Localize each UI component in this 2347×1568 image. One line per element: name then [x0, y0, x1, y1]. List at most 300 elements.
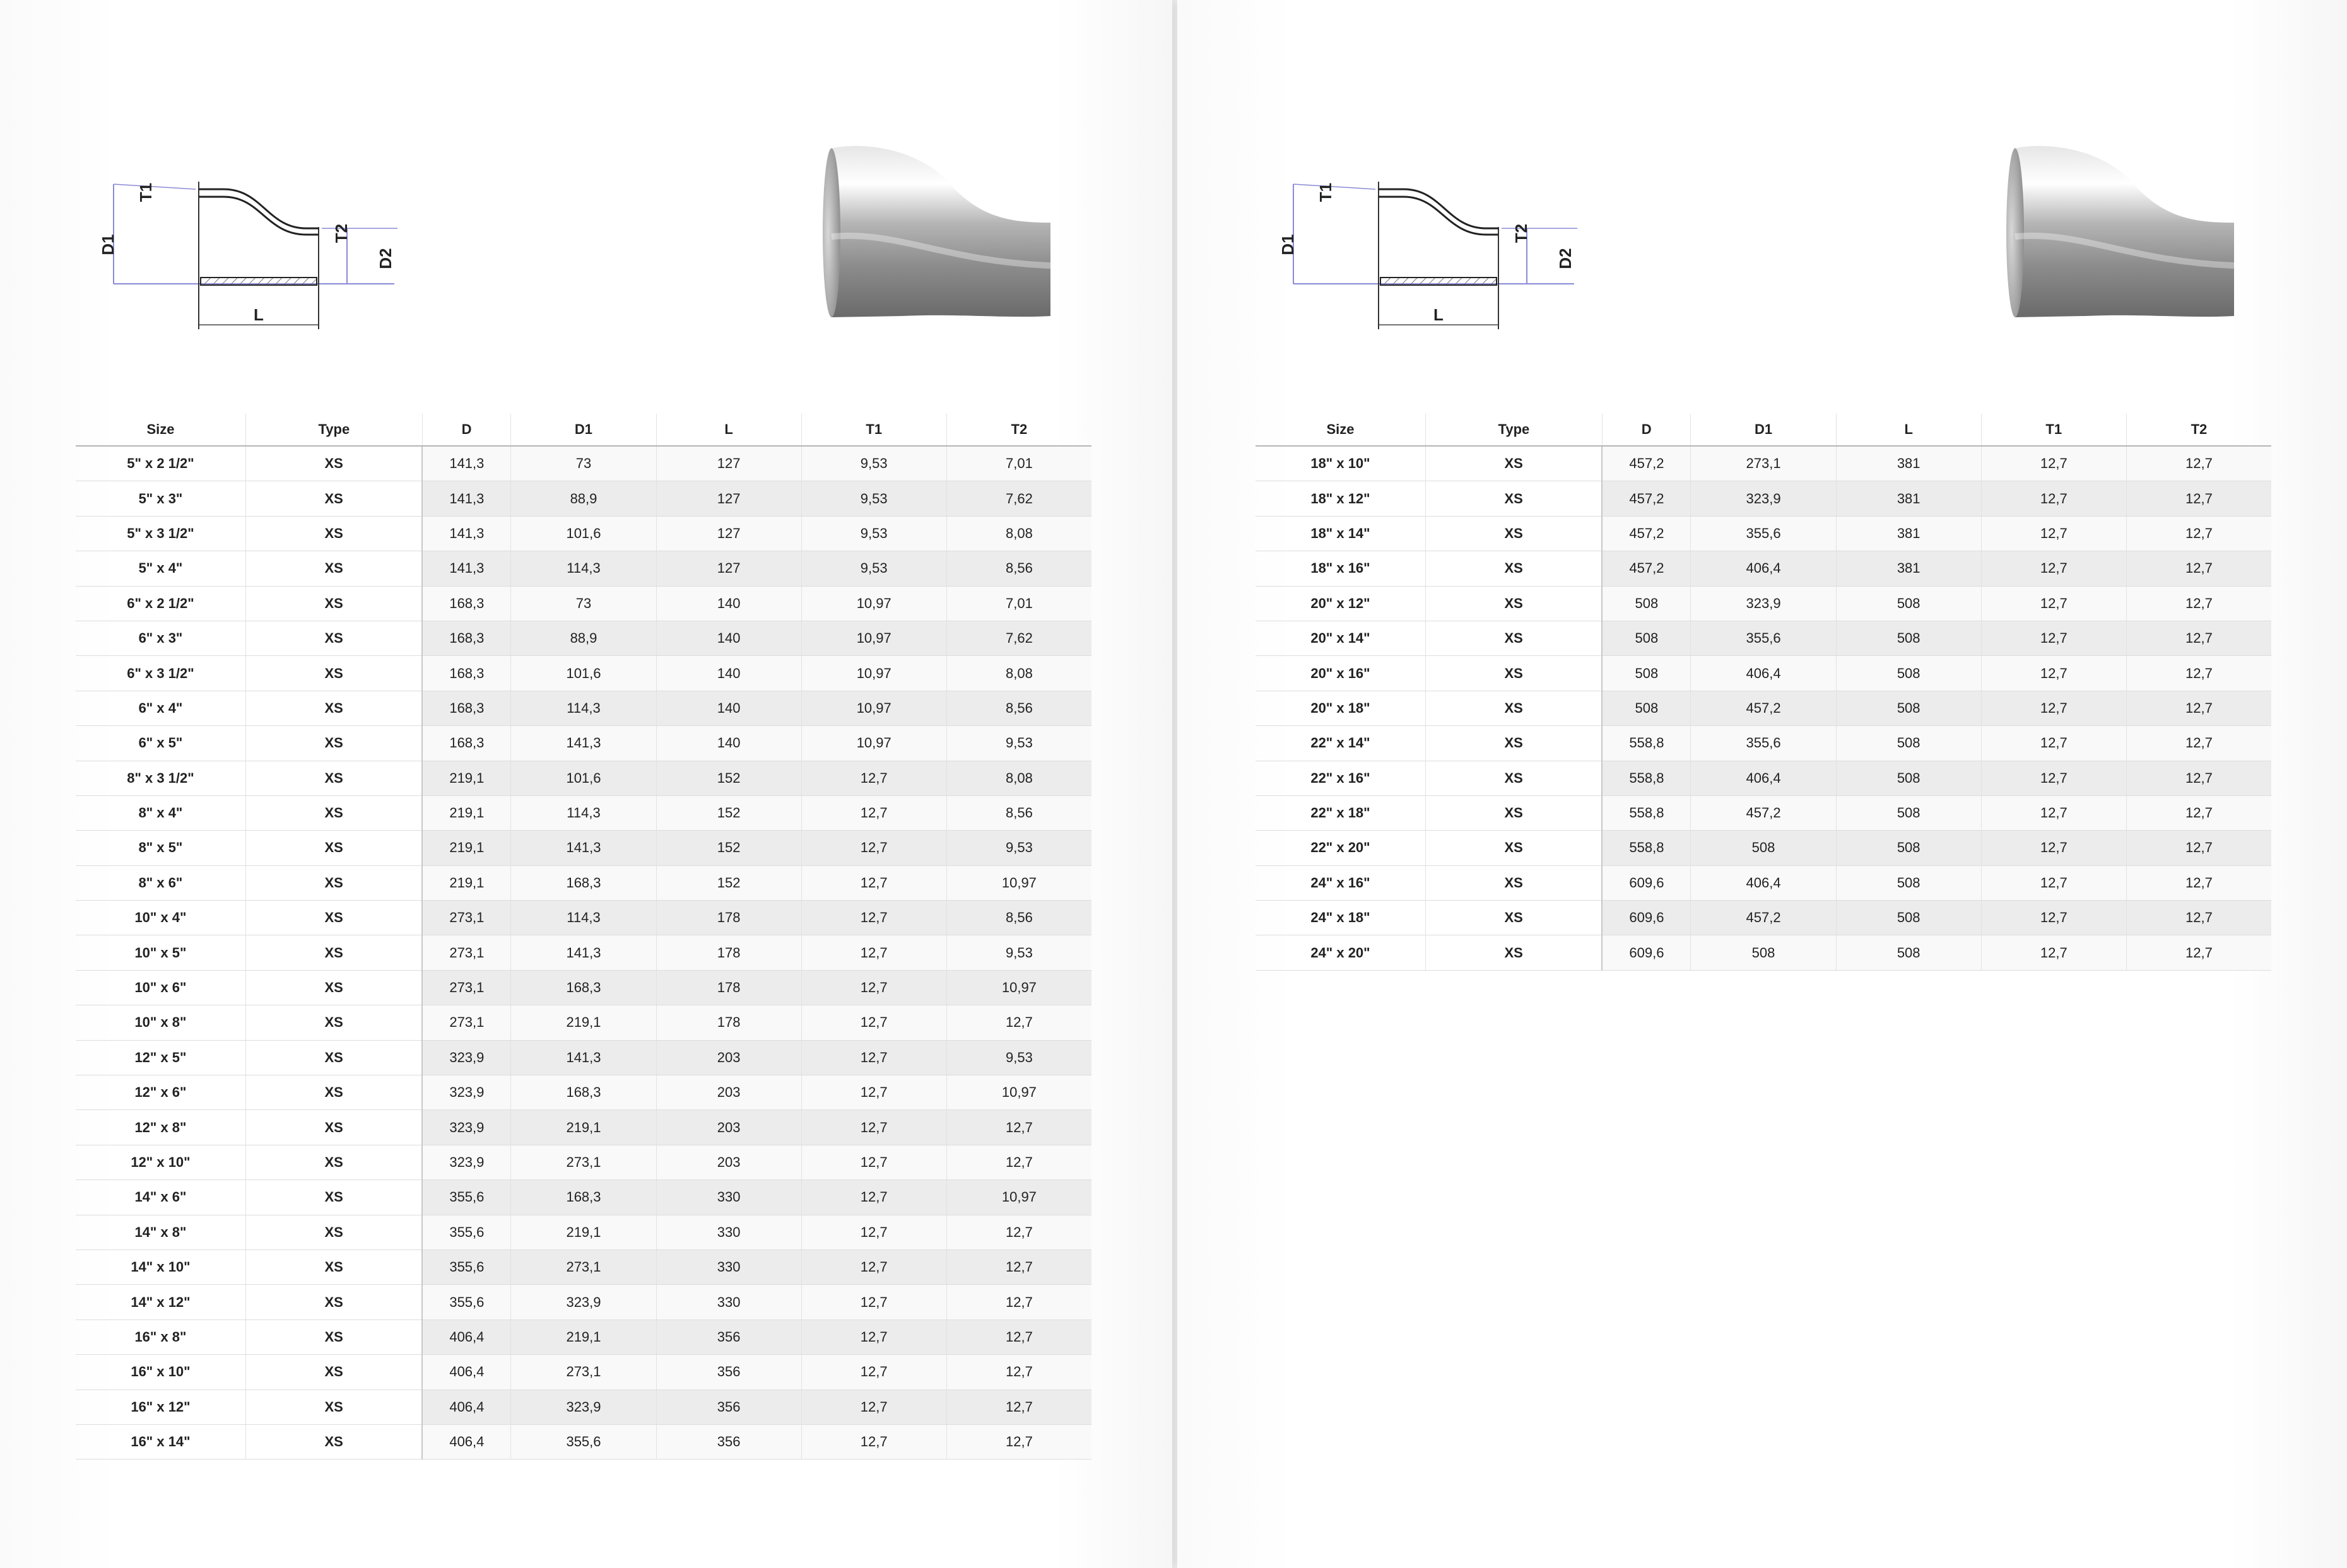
table-row	[76, 586, 1091, 621]
cell-t2: 9,53	[946, 726, 1091, 761]
cell-t1: 9,53	[801, 446, 946, 481]
table-body	[1256, 446, 2271, 970]
cell-d: 168,3	[422, 726, 511, 761]
cell-t1: 10,97	[801, 691, 946, 725]
cell-d1: 406,4	[1691, 761, 1836, 795]
cell-type: XS	[1425, 621, 1602, 655]
table-row	[1256, 865, 2271, 900]
table-row	[1256, 901, 2271, 935]
cell-t1: 12,7	[801, 1005, 946, 1040]
cell-d1: 457,2	[1691, 795, 1836, 830]
cell-d: 355,6	[422, 1215, 511, 1249]
cell-type: XS	[245, 1319, 422, 1354]
cell-t2: 12,7	[2126, 691, 2271, 725]
diagram-label-d1: D1	[1278, 234, 1297, 255]
cell-d1: 273,1	[511, 1355, 656, 1390]
cell-l: 508	[1836, 795, 1981, 830]
table-row	[1256, 726, 2271, 761]
cell-d: 168,3	[422, 621, 511, 655]
cell-d1: 355,6	[1691, 726, 1836, 761]
cell-t1: 10,97	[801, 586, 946, 621]
cell-size: 6" x 5"	[76, 726, 245, 761]
cell-size: 5" x 3 1/2"	[76, 516, 245, 551]
cell-size: 14" x 8"	[76, 1215, 245, 1249]
cell-d: 273,1	[422, 901, 511, 935]
table-row	[76, 1249, 1091, 1284]
cell-d1: 219,1	[511, 1005, 656, 1040]
cell-d: 219,1	[422, 831, 511, 865]
cell-d1: 355,6	[511, 1424, 656, 1459]
cell-d: 355,6	[422, 1180, 511, 1215]
cell-t2: 12,7	[946, 1249, 1091, 1284]
cell-l: 508	[1836, 621, 1981, 655]
cell-d: 323,9	[422, 1110, 511, 1145]
table-row	[76, 1285, 1091, 1319]
cell-d1: 101,6	[511, 761, 656, 795]
dimensions-table-left	[76, 414, 1091, 1460]
table-row	[76, 1110, 1091, 1145]
cell-l: 356	[656, 1424, 801, 1459]
column-header-size: Size	[1256, 414, 1425, 446]
cell-t2: 8,08	[946, 656, 1091, 691]
table-header-row	[76, 414, 1091, 446]
cell-d: 508	[1602, 691, 1691, 725]
cell-size: 16" x 14"	[76, 1424, 245, 1459]
cell-d1: 88,9	[511, 481, 656, 516]
table-row	[76, 901, 1091, 935]
cell-d1: 73	[511, 446, 656, 481]
cell-d1: 101,6	[511, 656, 656, 691]
cell-d1: 141,3	[511, 726, 656, 761]
table-row	[76, 831, 1091, 865]
diagram-label-t2: T2	[332, 223, 351, 243]
cell-d: 609,6	[1602, 865, 1691, 900]
cell-l: 508	[1836, 935, 1981, 970]
cell-l: 127	[656, 551, 801, 586]
cell-size: 10" x 4"	[76, 901, 245, 935]
cell-size: 18" x 14"	[1256, 516, 1425, 551]
cell-t2: 7,01	[946, 586, 1091, 621]
cell-l: 508	[1836, 865, 1981, 900]
cell-type: XS	[245, 726, 422, 761]
cell-type: XS	[1425, 795, 1602, 830]
cell-l: 140	[656, 621, 801, 655]
table-row	[76, 1005, 1091, 1040]
table-row	[76, 1040, 1091, 1075]
cell-t2: 10,97	[946, 1180, 1091, 1215]
column-header-t1: T1	[1981, 414, 2126, 446]
cell-t1: 12,7	[1981, 586, 2126, 621]
cell-d1: 88,9	[511, 621, 656, 655]
table-row	[76, 865, 1091, 900]
cell-type: XS	[245, 795, 422, 830]
cell-d1: 323,9	[511, 1285, 656, 1319]
table-row	[76, 1075, 1091, 1110]
diagram-label-d1: D1	[98, 234, 117, 255]
cell-t1: 12,7	[1981, 446, 2126, 481]
eccentric-reducer-drawing-icon	[1274, 170, 1590, 341]
cell-d1: 273,1	[511, 1249, 656, 1284]
cell-t2: 10,97	[946, 1075, 1091, 1110]
cell-d: 141,3	[422, 481, 511, 516]
cell-t1: 9,53	[801, 481, 946, 516]
cell-t1: 12,7	[801, 1390, 946, 1424]
cell-d: 219,1	[422, 795, 511, 830]
cell-d: 141,3	[422, 446, 511, 481]
cell-d: 558,8	[1602, 795, 1691, 830]
cell-d: 457,2	[1602, 446, 1691, 481]
cell-d1: 323,9	[511, 1390, 656, 1424]
cell-t2: 7,62	[946, 621, 1091, 655]
cell-d1: 114,3	[511, 901, 656, 935]
cell-d: 323,9	[422, 1145, 511, 1179]
cell-t2: 12,7	[2126, 551, 2271, 586]
cell-type: XS	[245, 935, 422, 970]
cell-size: 6" x 3 1/2"	[76, 656, 245, 691]
cell-type: XS	[245, 691, 422, 725]
cell-l: 356	[656, 1319, 801, 1354]
cell-size: 20" x 14"	[1256, 621, 1425, 655]
cell-d1: 114,3	[511, 551, 656, 586]
cell-type: XS	[245, 656, 422, 691]
table-row	[1256, 935, 2271, 970]
cell-type: XS	[1425, 831, 1602, 865]
table-row	[76, 1145, 1091, 1179]
cell-t1: 12,7	[801, 1075, 946, 1110]
cell-type: XS	[245, 865, 422, 900]
table-body	[76, 446, 1091, 1460]
table-row	[76, 1355, 1091, 1390]
cell-l: 178	[656, 970, 801, 1005]
cell-type: XS	[245, 1285, 422, 1319]
cell-l: 203	[656, 1075, 801, 1110]
cell-t1: 12,7	[801, 1110, 946, 1145]
diagram-label-t1: T1	[136, 182, 155, 202]
table-header-row	[1256, 414, 2271, 446]
cell-type: XS	[1425, 726, 1602, 761]
column-header-l: L	[1836, 414, 1981, 446]
cell-size: 24" x 18"	[1256, 901, 1425, 935]
cell-size: 8" x 4"	[76, 795, 245, 830]
cell-t1: 12,7	[1981, 551, 2126, 586]
cell-size: 5" x 3"	[76, 481, 245, 516]
cell-t2: 8,56	[946, 551, 1091, 586]
cell-size: 16" x 12"	[76, 1390, 245, 1424]
cell-size: 8" x 3 1/2"	[76, 761, 245, 795]
cell-type: XS	[245, 1424, 422, 1459]
eccentric-reducer-photo	[2004, 142, 2244, 325]
cell-t2: 9,53	[946, 1040, 1091, 1075]
cell-l: 508	[1836, 691, 1981, 725]
cell-l: 203	[656, 1110, 801, 1145]
cell-t2: 12,7	[946, 1110, 1091, 1145]
cell-l: 381	[1836, 446, 1981, 481]
cell-t1: 12,7	[801, 761, 946, 795]
cell-l: 356	[656, 1355, 801, 1390]
cell-d: 168,3	[422, 586, 511, 621]
cell-size: 18" x 12"	[1256, 481, 1425, 516]
cell-size: 22" x 14"	[1256, 726, 1425, 761]
cell-size: 16" x 10"	[76, 1355, 245, 1390]
table-row	[1256, 621, 2271, 655]
cell-t2: 9,53	[946, 935, 1091, 970]
cell-l: 140	[656, 586, 801, 621]
cell-size: 24" x 20"	[1256, 935, 1425, 970]
cell-size: 18" x 10"	[1256, 446, 1425, 481]
cell-d: 508	[1602, 621, 1691, 655]
cell-t2: 8,56	[946, 795, 1091, 830]
cell-d: 323,9	[422, 1040, 511, 1075]
cell-t2: 12,7	[946, 1215, 1091, 1249]
cell-t2: 8,56	[946, 691, 1091, 725]
cell-d: 323,9	[422, 1075, 511, 1110]
cell-t2: 12,7	[2126, 446, 2271, 481]
cell-t1: 12,7	[1981, 691, 2126, 725]
catalog-page-right	[1177, 0, 2347, 1568]
cell-d: 355,6	[422, 1249, 511, 1284]
cell-size: 6" x 3"	[76, 621, 245, 655]
column-header-l: L	[656, 414, 801, 446]
cell-t2: 12,7	[946, 1355, 1091, 1390]
cell-t2: 7,62	[946, 481, 1091, 516]
cell-t2: 12,7	[2126, 621, 2271, 655]
column-header-type: Type	[1425, 414, 1602, 446]
cell-t2: 12,7	[2126, 935, 2271, 970]
diagram-label-d2: D2	[376, 248, 395, 269]
column-header-d1: D1	[511, 414, 656, 446]
cell-d: 406,4	[422, 1424, 511, 1459]
cell-size: 24" x 16"	[1256, 865, 1425, 900]
table-row	[76, 621, 1091, 655]
table-row	[76, 551, 1091, 586]
cell-d1: 457,2	[1691, 901, 1836, 935]
cell-t1: 12,7	[1981, 865, 2126, 900]
table-row	[1256, 481, 2271, 516]
cell-l: 381	[1836, 551, 1981, 586]
cell-type: XS	[1425, 935, 1602, 970]
table-row	[76, 795, 1091, 830]
cell-d: 508	[1602, 656, 1691, 691]
cell-d1: 406,4	[1691, 865, 1836, 900]
cell-d: 558,8	[1602, 831, 1691, 865]
cell-t2: 12,7	[2126, 901, 2271, 935]
cell-d: 219,1	[422, 865, 511, 900]
cell-size: 6" x 2 1/2"	[76, 586, 245, 621]
cell-l: 152	[656, 831, 801, 865]
cell-l: 330	[656, 1180, 801, 1215]
table-row	[1256, 761, 2271, 795]
cell-type: XS	[1425, 481, 1602, 516]
cell-d1: 273,1	[511, 1145, 656, 1179]
cell-size: 5" x 2 1/2"	[76, 446, 245, 481]
cell-size: 5" x 4"	[76, 551, 245, 586]
cell-size: 22" x 16"	[1256, 761, 1425, 795]
cell-l: 178	[656, 901, 801, 935]
cell-t1: 12,7	[1981, 831, 2126, 865]
cell-t2: 12,7	[946, 1285, 1091, 1319]
cell-type: XS	[245, 901, 422, 935]
cell-type: XS	[1425, 446, 1602, 481]
table-row	[76, 1180, 1091, 1215]
cell-d1: 219,1	[511, 1319, 656, 1354]
cell-d1: 355,6	[1691, 516, 1836, 551]
cell-t1: 10,97	[801, 726, 946, 761]
cell-t1: 12,7	[1981, 656, 2126, 691]
dimensions-table-right	[1256, 414, 2271, 971]
cell-l: 152	[656, 795, 801, 830]
cell-t1: 12,7	[801, 1424, 946, 1459]
cell-type: XS	[245, 1075, 422, 1110]
cell-t1: 12,7	[1981, 481, 2126, 516]
cell-t2: 12,7	[2126, 831, 2271, 865]
cell-d1: 406,4	[1691, 551, 1836, 586]
table-row	[76, 1390, 1091, 1424]
cell-d: 406,4	[422, 1355, 511, 1390]
cell-d: 168,3	[422, 691, 511, 725]
cell-d1: 101,6	[511, 516, 656, 551]
cell-t2: 12,7	[2126, 516, 2271, 551]
cell-d: 273,1	[422, 1005, 511, 1040]
cell-type: XS	[245, 1355, 422, 1390]
cell-t1: 12,7	[801, 831, 946, 865]
table-row	[76, 481, 1091, 516]
diagram-label-d2: D2	[1556, 248, 1575, 269]
cell-size: 10" x 6"	[76, 970, 245, 1005]
table-row	[76, 1215, 1091, 1249]
eccentric-reducer-drawing-icon	[95, 170, 410, 341]
table-row	[76, 516, 1091, 551]
cell-t1: 9,53	[801, 551, 946, 586]
cell-size: 12" x 6"	[76, 1075, 245, 1110]
cell-type: XS	[245, 970, 422, 1005]
table-row	[1256, 516, 2271, 551]
cell-t1: 12,7	[801, 1040, 946, 1075]
cell-d: 508	[1602, 586, 1691, 621]
cell-t1: 12,7	[1981, 516, 2126, 551]
cell-t2: 8,08	[946, 761, 1091, 795]
cell-t1: 12,7	[1981, 621, 2126, 655]
cell-l: 508	[1836, 726, 1981, 761]
diagram-label-t1: T1	[1316, 182, 1335, 202]
cell-type: XS	[1425, 761, 1602, 795]
cell-t2: 12,7	[2126, 761, 2271, 795]
cell-size: 14" x 10"	[76, 1249, 245, 1284]
cell-t1: 10,97	[801, 621, 946, 655]
cell-size: 20" x 16"	[1256, 656, 1425, 691]
cell-type: XS	[1425, 586, 1602, 621]
cell-t1: 12,7	[801, 935, 946, 970]
cell-l: 203	[656, 1145, 801, 1179]
catalog-page-left	[0, 0, 1172, 1568]
cell-d1: 114,3	[511, 795, 656, 830]
cell-t2: 12,7	[946, 1319, 1091, 1354]
cell-d1: 141,3	[511, 1040, 656, 1075]
cell-type: XS	[245, 1215, 422, 1249]
cell-l: 152	[656, 761, 801, 795]
cell-d: 558,8	[1602, 761, 1691, 795]
cell-d1: 355,6	[1691, 621, 1836, 655]
cell-t1: 12,7	[1981, 761, 2126, 795]
cell-size: 6" x 4"	[76, 691, 245, 725]
cell-t2: 12,7	[946, 1005, 1091, 1040]
cell-d: 558,8	[1602, 726, 1691, 761]
cell-d1: 508	[1691, 935, 1836, 970]
cell-t1: 12,7	[801, 1319, 946, 1354]
cell-type: XS	[245, 1110, 422, 1145]
cell-type: XS	[245, 551, 422, 586]
cell-size: 20" x 18"	[1256, 691, 1425, 725]
cell-d1: 219,1	[511, 1215, 656, 1249]
cell-t2: 10,97	[946, 970, 1091, 1005]
cell-type: XS	[245, 1040, 422, 1075]
cell-type: XS	[1425, 516, 1602, 551]
cell-d: 219,1	[422, 761, 511, 795]
table-row	[76, 446, 1091, 481]
cell-size: 12" x 10"	[76, 1145, 245, 1179]
cell-d: 406,4	[422, 1390, 511, 1424]
cell-type: XS	[1425, 551, 1602, 586]
cell-d1: 508	[1691, 831, 1836, 865]
cell-size: 22" x 18"	[1256, 795, 1425, 830]
diagram-label-t2: T2	[1512, 223, 1531, 243]
cell-t2: 10,97	[946, 865, 1091, 900]
cell-l: 178	[656, 1005, 801, 1040]
cell-t2: 12,7	[946, 1390, 1091, 1424]
cell-t2: 12,7	[2126, 795, 2271, 830]
cell-type: XS	[245, 621, 422, 655]
cell-d1: 273,1	[1691, 446, 1836, 481]
cell-type: XS	[245, 586, 422, 621]
cell-d1: 168,3	[511, 970, 656, 1005]
cell-d1: 168,3	[511, 1075, 656, 1110]
cell-type: XS	[245, 831, 422, 865]
cell-l: 330	[656, 1285, 801, 1319]
cell-l: 127	[656, 446, 801, 481]
cell-d: 141,3	[422, 551, 511, 586]
cell-type: XS	[245, 1249, 422, 1284]
cell-t1: 12,7	[801, 970, 946, 1005]
cell-l: 178	[656, 935, 801, 970]
cell-l: 127	[656, 481, 801, 516]
cell-d: 457,2	[1602, 516, 1691, 551]
table-row	[76, 726, 1091, 761]
cell-d: 457,2	[1602, 551, 1691, 586]
table-row	[1256, 795, 2271, 830]
cell-l: 127	[656, 516, 801, 551]
table-row	[1256, 656, 2271, 691]
cell-type: XS	[1425, 656, 1602, 691]
cell-size: 10" x 5"	[76, 935, 245, 970]
table-row	[1256, 831, 2271, 865]
table-row	[76, 970, 1091, 1005]
cell-t1: 12,7	[801, 1355, 946, 1390]
cell-l: 140	[656, 656, 801, 691]
table-row	[76, 1319, 1091, 1354]
cell-t2: 9,53	[946, 831, 1091, 865]
cell-l: 381	[1836, 516, 1981, 551]
cell-d1: 406,4	[1691, 656, 1836, 691]
cell-t2: 7,01	[946, 446, 1091, 481]
table-row	[1256, 551, 2271, 586]
column-header-t2: T2	[2126, 414, 2271, 446]
cell-d: 457,2	[1602, 481, 1691, 516]
table-row	[76, 656, 1091, 691]
cell-size: 12" x 5"	[76, 1040, 245, 1075]
cell-type: XS	[245, 1390, 422, 1424]
cell-l: 356	[656, 1390, 801, 1424]
cell-type: XS	[245, 1145, 422, 1179]
cell-d: 609,6	[1602, 935, 1691, 970]
